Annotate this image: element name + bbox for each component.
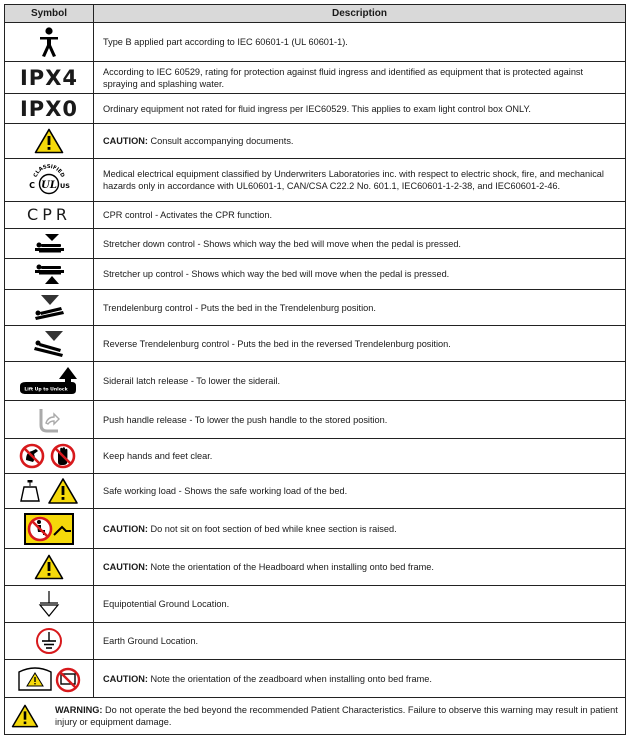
symbol-cell	[5, 509, 94, 549]
symbol-cell	[5, 202, 94, 229]
header-description: Description	[94, 5, 626, 23]
symbol-table	[4, 4, 626, 735]
symbol-cell	[5, 474, 94, 509]
headboard-orientation-icon	[15, 664, 83, 694]
description-cell	[94, 660, 626, 698]
description-cell: Equipotential Ground Location.	[94, 586, 626, 623]
table-row	[5, 326, 626, 362]
description-cell: Medical electrical equipment classified by Underwriters Laboratories inc. with respect to electric shock, fire, and mechanical hazards only in accordance with UL60601-1, CAN/CSA C22.2 No. 601.1, IEC60601-1-2-38, and IEC60601-2-46.	[94, 159, 626, 202]
table-row	[5, 509, 626, 549]
table-row	[5, 124, 626, 159]
description-cell: Type B applied part according to IEC 60601-1 (UL 60601-1).	[94, 23, 626, 62]
description-cell	[94, 549, 626, 586]
warning-label: WARNING:	[55, 705, 103, 715]
description-cell: Reverse Trendelenburg control - Puts the bed in the reversed Trendelenburg position.	[94, 326, 626, 362]
description-cell: Earth Ground Location.	[94, 623, 626, 660]
caution-label: CAUTION:	[103, 136, 148, 146]
table-row	[5, 474, 626, 509]
description-cell: Push handle release - To lower the push handle to the stored position.	[94, 401, 626, 439]
reverse-trendelenburg-icon	[29, 329, 69, 359]
symbol-cell	[5, 94, 94, 124]
description-cell: Keep hands and feet clear.	[94, 439, 626, 474]
table-row	[5, 401, 626, 439]
no-sit-foot-section-icon	[24, 513, 74, 545]
table-row	[5, 586, 626, 623]
symbol-cell	[5, 62, 94, 94]
stretcher-down-icon	[29, 232, 69, 256]
table-row	[5, 623, 626, 660]
description-cell: Stretcher down control - Shows which way the bed will move when the pedal is pressed.	[94, 229, 626, 259]
description-cell: Ordinary equipment not rated for fluid ingress per IEC60529. This applies to exam light control box ONLY.	[94, 94, 626, 124]
table-row	[5, 94, 626, 124]
symbol-cell	[5, 623, 94, 660]
description-cell: According to IEC 60529, rating for protection against fluid ingress and identified as equipment that is protected against spraying and splashing water.	[94, 62, 626, 94]
stretcher-up-icon	[29, 262, 69, 286]
earth-ground-icon	[35, 627, 63, 655]
symbol-cell	[5, 660, 94, 698]
description-cell	[94, 509, 626, 549]
table-row	[5, 159, 626, 202]
warning-body: Do not operate the bed beyond the recommended Patient Characteristics. Failure to observe this warning may result in patient injury or equipment damage.	[55, 705, 618, 727]
table-row	[5, 362, 626, 401]
caution-label: CAUTION:	[103, 673, 148, 684]
caution-label: CAUTION:	[103, 523, 148, 534]
table-row	[5, 229, 626, 259]
ipx4-icon: IPX4	[19, 65, 78, 90]
warning-cell	[5, 698, 626, 735]
trendelenburg-icon	[29, 293, 69, 323]
description-cell: Siderail latch release - To lower the siderail.	[94, 362, 626, 401]
symbol-cell	[5, 23, 94, 62]
table-row	[5, 549, 626, 586]
table-header-row	[5, 5, 626, 23]
caution-text: Do not sit on foot section of bed while knee section is raised.	[147, 523, 397, 534]
table-row	[5, 439, 626, 474]
description-cell: CPR control - Activates the CPR function.	[94, 202, 626, 229]
caution-text: Consult accompanying documents.	[147, 136, 294, 146]
symbol-cell	[5, 229, 94, 259]
symbol-cell	[5, 439, 94, 474]
caution-text: Note the orientation of the Headboard when installing onto bed frame.	[147, 562, 434, 572]
symbol-cell	[5, 159, 94, 202]
symbol-cell	[5, 401, 94, 439]
description-cell: Safe working load - Shows the safe working load of the bed.	[94, 474, 626, 509]
symbol-cell	[5, 290, 94, 326]
table-row	[5, 290, 626, 326]
description-cell: Stretcher up control - Shows which way the bed will move when the pedal is pressed.	[94, 259, 626, 290]
type-b-applied-part-icon	[37, 26, 61, 58]
symbol-cell	[5, 549, 94, 586]
symbol-cell	[5, 124, 94, 159]
description-cell	[94, 124, 626, 159]
siderail-latch-icon	[18, 366, 80, 396]
warning-content	[5, 702, 625, 730]
table-row	[5, 23, 626, 62]
c-text: C	[29, 181, 35, 190]
classified-text: CLASSIFIED	[32, 163, 66, 179]
table-row	[5, 202, 626, 229]
svg-text:CLASSIFIED	[33, 164, 66, 179]
warning-icon-wrap	[5, 704, 45, 728]
symbol-cell	[5, 326, 94, 362]
warning-text	[45, 702, 625, 730]
warning-triangle-icon	[11, 704, 39, 728]
table-row	[5, 660, 626, 698]
symbol-table-container	[4, 4, 626, 735]
symbol-cell	[5, 362, 94, 401]
caution-triangle-icon	[34, 554, 64, 580]
table-row	[5, 259, 626, 290]
table-row	[5, 62, 626, 94]
equipotential-ground-icon	[37, 589, 61, 619]
keep-hands-feet-clear-icon	[18, 442, 80, 470]
ipx0-icon: IPX0	[19, 96, 78, 121]
push-handle-icon	[34, 405, 64, 435]
caution-label: CAUTION:	[103, 562, 148, 572]
lift-up-text: Lift Up to Unlock	[24, 387, 68, 393]
classified-ul-icon	[27, 162, 71, 198]
ul-text: UL	[41, 180, 57, 191]
symbol-cell	[5, 259, 94, 290]
header-symbol: Symbol	[5, 5, 94, 23]
cpr-icon: CPR	[27, 205, 71, 224]
caution-triangle-icon	[34, 128, 64, 154]
description-cell: Trendelenburg control - Puts the bed in the Trendelenburg position.	[94, 290, 626, 326]
us-text: US	[60, 182, 70, 190]
caution-text: Note the orientation of the zeadboard when installing onto bed frame.	[147, 673, 432, 684]
safe-working-load-icon	[18, 477, 80, 505]
symbol-cell	[5, 586, 94, 623]
warning-row	[5, 698, 626, 735]
